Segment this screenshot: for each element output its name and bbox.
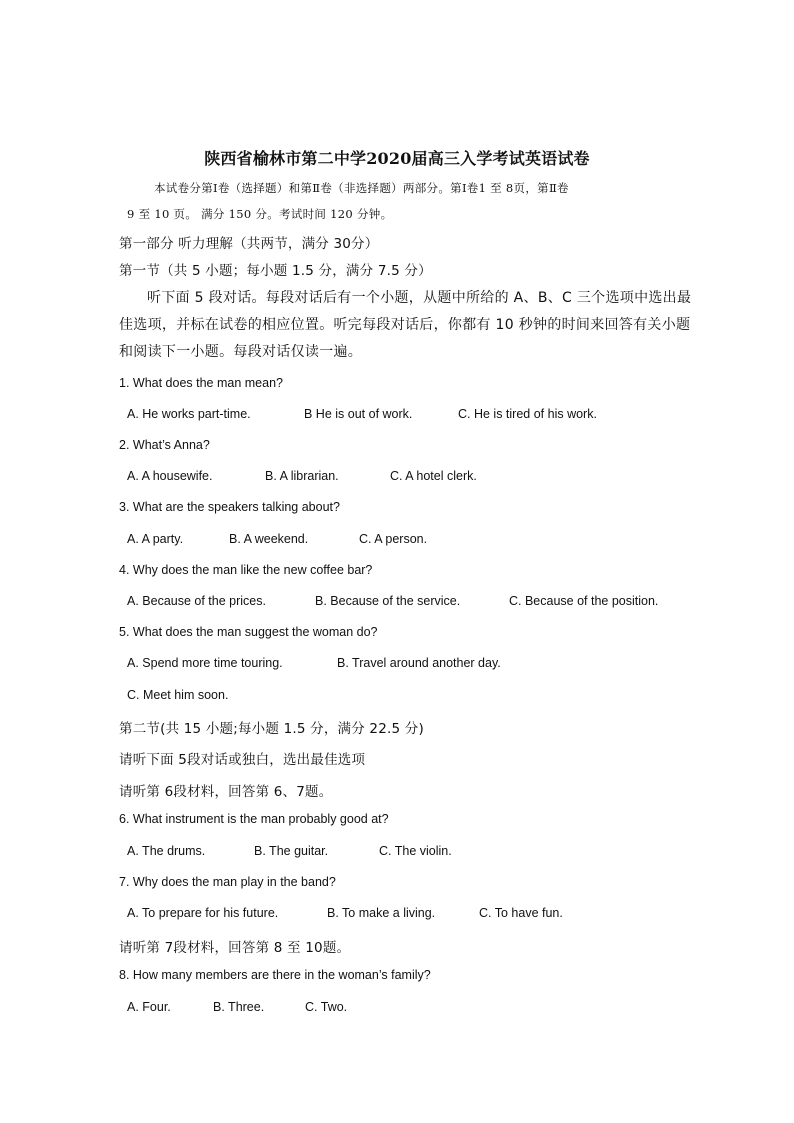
question-8-option-c: C. Two. <box>305 1000 348 1014</box>
part1-heading: 第一部分 听力理解（共两节，满分 30分） <box>119 236 379 252</box>
question-7-option-c: C. To have fun. <box>479 906 563 920</box>
question-4-option-b: B. Because of the service. <box>315 594 461 608</box>
intro-line-2: 9 至 10 页。 满分 150 分。考试时间 120 分钟。 <box>127 207 393 221</box>
question-2-stem: 2. What’s Anna? <box>119 438 210 452</box>
question-4-option-c: C. Because of the position. <box>509 594 659 608</box>
question-2-option-a: A. A housewife. <box>127 469 213 483</box>
section1-heading: 第一节（共 5 小题；每小题 1.5 分，满分 7.5 分） <box>119 263 432 279</box>
question-1-stem: 1. What does the man mean? <box>119 376 283 390</box>
question-4-option-a: A. Because of the prices. <box>127 594 266 608</box>
intro-line-1: 本试卷分第Ⅰ卷（选择题）和第Ⅱ卷（非选择题）两部分。第Ⅰ卷1 至 8页，第Ⅱ卷 <box>154 181 569 195</box>
question-1-option-b: B He is out of work. <box>304 407 413 421</box>
instruction-line-3: 和阅读下一小题。每段对话仅读一遍。 <box>119 344 363 360</box>
question-4-stem: 4. Why does the man like the new coffee bar? <box>119 563 373 577</box>
section2-heading: 第二节(共 15 小题;每小题 1.5 分，满分 22.5 分) <box>119 721 424 737</box>
question-6-option-b: B. The guitar. <box>254 844 329 858</box>
question-6-option-a: A. The drums. <box>127 844 206 858</box>
question-5-option-a: A. Spend more time touring. <box>127 656 283 670</box>
question-7-option-a: A. To prepare for his future. <box>127 906 279 920</box>
question-3-stem: 3. What are the speakers talking about? <box>119 500 340 514</box>
question-3-option-b: B. A weekend. <box>229 532 309 546</box>
question-3-option-c: C. A person. <box>359 532 428 546</box>
question-2-option-c: C. A hotel clerk. <box>390 469 477 483</box>
question-8-stem: 8. How many members are there in the woman’s family? <box>119 968 431 982</box>
material-7-instruction: 请听第 7段材料，回答第 8 至 10题。 <box>119 940 351 956</box>
question-6-option-c: C. The violin. <box>379 844 452 858</box>
question-2-option-b: B. A librarian. <box>265 469 339 483</box>
instruction-line-2: 佳选项，并标在试卷的相应位置。听完每段对话后，你都有 10 秒钟的时间来回答有关小题 <box>119 317 691 333</box>
question-7-stem: 7. Why does the man play in the band? <box>119 875 336 889</box>
question-6-stem: 6. What instrument is the man probably good at? <box>119 812 389 826</box>
question-5-option-c: C. Meet him soon. <box>127 688 229 702</box>
material-6-instruction: 请听第 6段材料，回答第 6、7题。 <box>119 784 333 800</box>
exam-title: 陕西省榆林市第二中学2020届高三入学考试英语试卷 <box>204 149 590 168</box>
section2-instruction: 请听下面 5段对话或独白，选出最佳选项 <box>119 752 366 768</box>
question-8-option-a: A. Four. <box>127 1000 171 1014</box>
question-5-stem: 5. What does the man suggest the woman do? <box>119 625 378 639</box>
question-1-option-a: A. He works part-time. <box>127 407 251 421</box>
question-1-option-c: C. He is tired of his work. <box>458 407 597 421</box>
question-5-option-b: B. Travel around another day. <box>337 656 501 670</box>
instruction-line-1: 听下面 5 段对话。每段对话后有一个小题，从题中所给的 A、B、C 三个选项中选出最 <box>147 290 692 306</box>
question-7-option-b: B. To make a living. <box>327 906 436 920</box>
question-3-option-a: A. A party. <box>127 532 184 546</box>
question-8-option-b: B. Three. <box>213 1000 265 1014</box>
